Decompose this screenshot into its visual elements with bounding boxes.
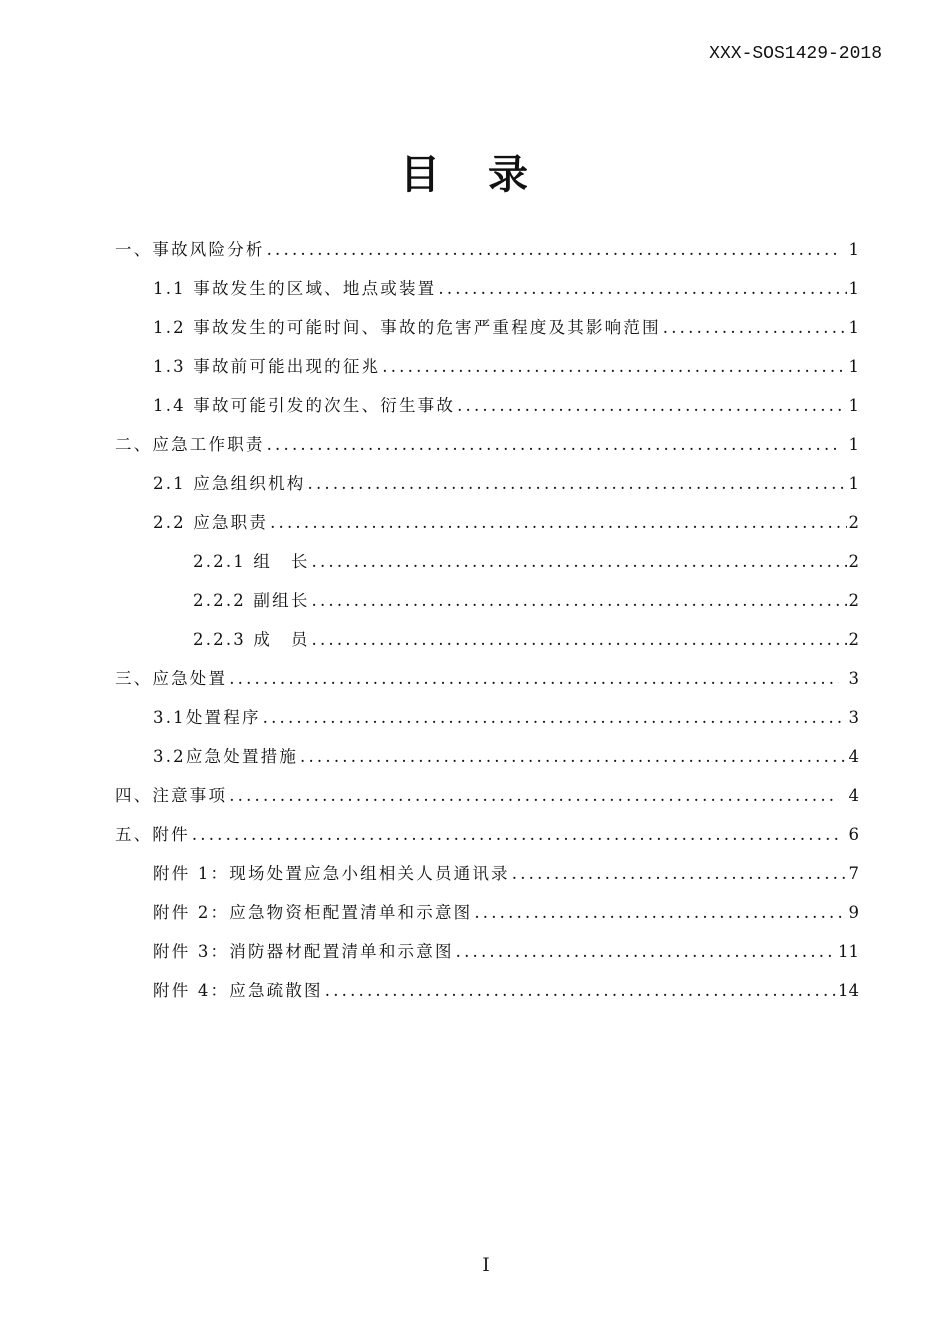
toc-entry-page: 2 [848, 552, 859, 571]
document-code: XXX-SOS1429-2018 [709, 44, 882, 64]
toc-entry-page: 11 [838, 942, 859, 961]
toc-entry-page: 3 [848, 708, 859, 727]
toc-entry-page: 9 [848, 903, 859, 922]
toc-entry-label: 2.1 应急组织机构 [153, 474, 306, 493]
toc-entry-page: 1 [848, 357, 859, 376]
toc-entry-page: 2 [848, 630, 859, 649]
dot-leader [270, 513, 846, 532]
toc-entry-appendix-4[interactable] [153, 977, 859, 1003]
toc-entry-3-2[interactable] [153, 743, 859, 769]
dot-leader [312, 552, 847, 571]
toc-entry-label: 3.1处置程序 [153, 708, 261, 727]
toc-entry-page: 2 [848, 591, 859, 610]
toc-entry-section-5[interactable] [115, 821, 859, 847]
toc-entry-label: 附件 3：消防器材配置清单和示意图 [153, 942, 454, 961]
toc-entry-page: 4 [848, 786, 859, 805]
toc-entry-2-2-2[interactable] [193, 587, 859, 613]
toc-entry-1-1[interactable] [153, 275, 859, 301]
dot-leader [267, 435, 839, 454]
toc-entry-label: 2.2.1 组 长 [193, 552, 310, 571]
toc-entry-label: 二、应急工作职责 [115, 435, 265, 454]
toc-entry-2-1[interactable] [153, 470, 859, 496]
dot-leader [474, 903, 846, 922]
dot-leader [308, 474, 847, 493]
page-number: I [482, 1254, 490, 1276]
toc-entry-3-1[interactable] [153, 704, 859, 730]
toc-entry-label: 附件 4：应急疏散图 [153, 981, 323, 1000]
toc-entry-label: 2.2.3 成 员 [193, 630, 310, 649]
toc-entry-page: 7 [848, 864, 859, 883]
dot-leader [512, 864, 847, 883]
toc-entry-page: 1 [848, 396, 859, 415]
dot-leader [312, 591, 847, 610]
dot-leader [456, 942, 836, 961]
toc-entry-appendix-3[interactable] [153, 938, 859, 964]
toc-entry-1-3[interactable] [153, 353, 859, 379]
dot-leader [663, 318, 847, 337]
toc-entry-label: 三、应急处置 [115, 669, 228, 688]
toc-entry-label: 2.2 应急职责 [153, 513, 269, 532]
toc-entry-label: 1.2 事故发生的可能时间、事故的危害严重程度及其影响范围 [153, 318, 661, 337]
dot-leader [382, 357, 846, 376]
toc-entry-page: 14 [838, 981, 859, 1000]
dot-leader [263, 708, 847, 727]
dot-leader [312, 630, 847, 649]
dot-leader [229, 786, 838, 805]
toc-entry-page: 1 [848, 240, 859, 259]
toc-entry-label: 3.2应急处置措施 [153, 747, 299, 766]
toc-entry-label: 一、事故风险分析 [115, 240, 265, 259]
toc-entry-page: 1 [848, 279, 859, 298]
toc-entry-page: 4 [848, 747, 859, 766]
toc-entry-label: 五、附件 [115, 825, 190, 844]
toc-entry-page: 2 [848, 513, 859, 532]
toc-entry-label: 四、注意事项 [115, 786, 228, 805]
toc-entry-section-3[interactable] [115, 665, 859, 691]
dot-leader [300, 747, 846, 766]
dot-leader [192, 825, 839, 844]
toc-entry-1-4[interactable] [153, 392, 859, 418]
toc-entry-2-2-1[interactable] [193, 548, 859, 574]
toc-entry-appendix-2[interactable] [153, 899, 859, 925]
toc-entry-page: 1 [848, 474, 859, 493]
toc-entry-page: 6 [848, 825, 859, 844]
toc-entry-appendix-1[interactable] [153, 860, 859, 886]
toc-entry-section-2[interactable] [115, 431, 859, 457]
toc-entry-1-2[interactable] [153, 314, 859, 340]
toc-entry-2-2-3[interactable] [193, 626, 859, 652]
dot-leader [267, 240, 839, 259]
dot-leader [229, 669, 838, 688]
toc-entry-label: 附件 2：应急物资柜配置清单和示意图 [153, 903, 473, 922]
toc-entry-2-2[interactable] [153, 509, 859, 535]
dot-leader [438, 279, 846, 298]
toc-entry-page: 1 [848, 435, 859, 454]
dot-leader [457, 396, 846, 415]
toc-entry-label: 1.3 事故前可能出现的征兆 [153, 357, 381, 376]
toc-entry-section-4[interactable] [115, 782, 859, 808]
dot-leader [325, 981, 836, 1000]
toc-entry-page: 3 [848, 669, 859, 688]
page-title: 目录 [400, 152, 576, 198]
toc-entry-section-1[interactable] [115, 236, 859, 262]
toc-entry-label: 1.1 事故发生的区域、地点或装置 [153, 279, 437, 298]
toc-entry-label: 附件 1：现场处置应急小组相关人员通讯录 [153, 864, 510, 883]
toc-entry-label: 2.2.2 副组长 [193, 591, 310, 610]
toc-entry-label: 1.4 事故可能引发的次生、衍生事故 [153, 396, 456, 415]
toc-entry-page: 1 [848, 318, 859, 337]
